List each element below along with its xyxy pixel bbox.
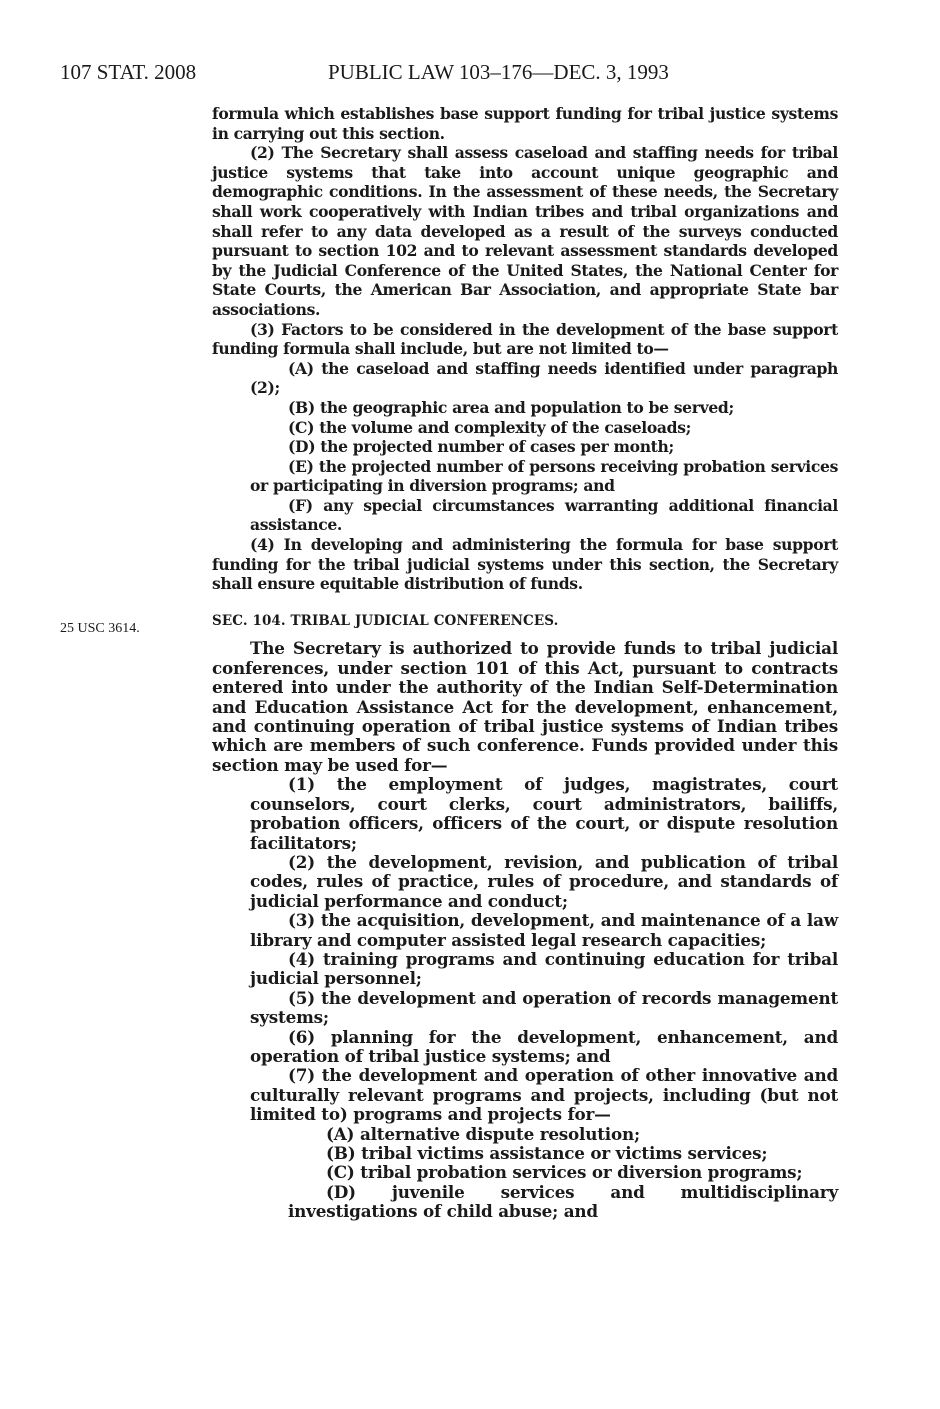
section-item-7b: (B) tribal victims assistance or victims services; [326, 1143, 768, 1163]
subparagraph-3d: (D) the projected number of cases per month; [288, 437, 674, 457]
subparagraph-3c: (C) the volume and complexity of the caseloads; [288, 417, 692, 437]
document-body [212, 104, 838, 1222]
section-item-5: (5) the development and operation of records management systems; [250, 987, 838, 1028]
section-intro: The Secretary is authorized to provide funds to tribal judicial conferences, under section 101 of this Act, pursuant to contracts entered into under the authority of the Indian Self-Determination and Education Assistance Act for the development, enhancement, and continuing operation of tribal justice systems of Indian tribes which are members of such conference. Funds provided under this section may be used for— [212, 638, 838, 775]
subparagraph-3a: (A) the caseload and staffing needs identified under paragraph (2); [250, 358, 838, 398]
statute-page-number: 107 STAT. 2008 [60, 60, 197, 84]
section-item-1: (1) the employment of judges, magistrates, court counselors, court clerks, court administrators, bailiffs, probation officers, officers of the court, or dispute resolution facilitators; [250, 774, 838, 853]
section-item-4: (4) training programs and continuing education for tribal judicial personnel; [250, 948, 838, 989]
section-item-2: (2) the development, revision, and publication of tribal codes, rules of practice, rules of procedure, and standards of judicial performance and conduct; [250, 851, 838, 911]
subparagraph-3f: (F) any special circumstances warranting additional financial assistance. [250, 495, 838, 535]
section-item-7a: (A) alternative dispute resolution; [326, 1123, 640, 1144]
section-item-3: (3) the acquisition, development, and maintenance of a law library and computer assisted legal research capacities; [250, 910, 838, 950]
paragraph-4: (4) In developing and administering the formula for base support funding for the tribal judicial systems under this section, the Secretary shall ensure equitable distribution of funds. [212, 535, 838, 594]
paragraph-continuation: formula which establishes base support funding for tribal justice systems in carrying out this section. [212, 104, 838, 143]
page-header [60, 60, 760, 90]
section-heading: SEC. 104. TRIBAL JUDICIAL CONFERENCES. [212, 612, 559, 629]
paragraph-3: (3) Factors to be considered in the development of the base support funding formula shall include, but are not limited to— [212, 319, 838, 359]
section-item-6: (6) planning for the development, enhancement, and operation of tribal justice systems; and [250, 1026, 838, 1066]
section-item-7: (7) the development and operation of other innovative and culturally relevant programs and projects, including (but not limited to) programs and projects for— [250, 1065, 838, 1125]
section-item-7c: (C) tribal probation services or diversion programs; [326, 1162, 803, 1183]
subparagraph-3e: (E) the projected number of persons receiving probation services or participating in diversion programs; and [250, 456, 838, 496]
paragraph-2: (2) The Secretary shall assess caseload and staffing needs for tribal justice systems that take into account unique geographic and demographic conditions. In the assessment of these needs, the Secretary shall work cooperatively with Indian tribes and tribal organizations and shall refer to any data developed as a result of the surveys conducted pursuant to section 102 and to relevant assessment standards developed by the Judicial Conference of the United States, the National Center for State Courts, the American Bar Association, and appropriate State bar associations. [212, 143, 838, 319]
subparagraph-3b: (B) the geographic area and population to be served; [288, 397, 734, 417]
public-law-citation: PUBLIC LAW 103–176—DEC. 3, 1993 [328, 60, 669, 84]
margin-citation: 25 USC 3614. [60, 621, 140, 636]
section-item-7d: (D) juvenile services and multidisciplinary investigations of child abuse; and [288, 1181, 838, 1222]
